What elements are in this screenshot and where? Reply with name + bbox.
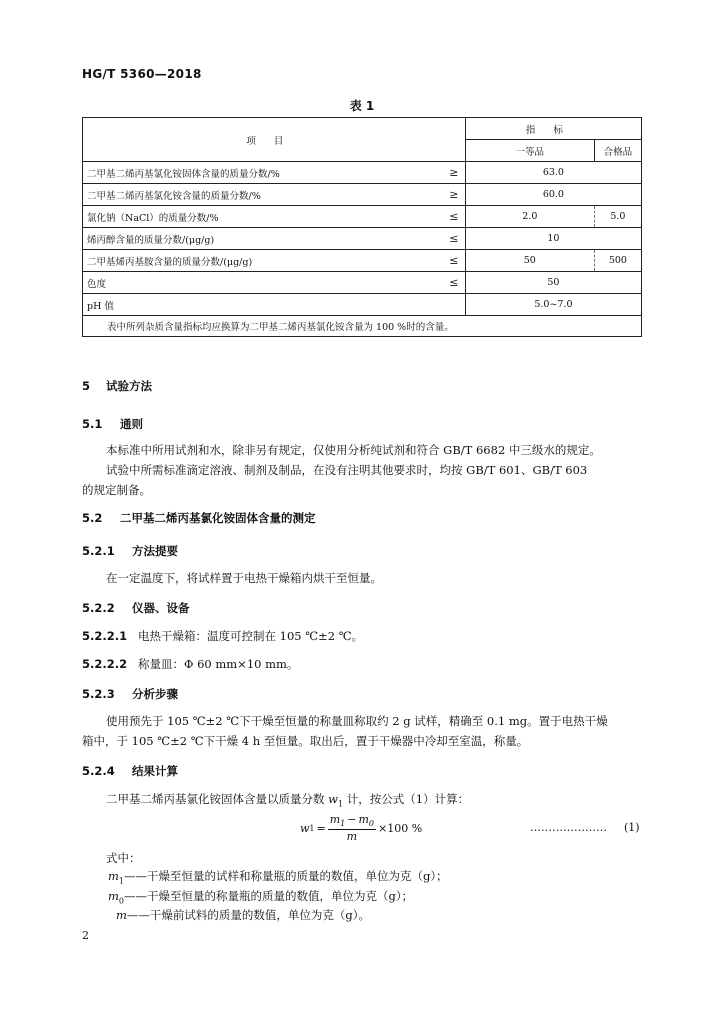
section-5-2-4-heading xyxy=(82,763,178,779)
paragraph: 在一定温度下，将试样置于电热干燥箱内烘干至恒量。 xyxy=(106,571,382,585)
section-title: 试验方法 xyxy=(106,379,153,393)
num-m1-sub: 1 xyxy=(340,819,346,829)
clause-text: 称量皿：Φ 60 mm×10 mm。 xyxy=(138,657,299,671)
section-5-2-2-heading xyxy=(82,600,190,616)
intro-text: 二甲基二烯丙基氯化铵固体含量以质量分数 xyxy=(106,792,329,806)
row-value-first: 2.0 xyxy=(465,206,594,228)
table-row xyxy=(83,228,642,250)
row-item: 色度 xyxy=(83,272,443,294)
row-value: 60.0 xyxy=(465,184,641,206)
clause-5-2-2-1 xyxy=(82,628,363,644)
formula-lhs: w xyxy=(300,821,310,835)
spec-table xyxy=(82,117,642,337)
section-number: 5.2 xyxy=(82,511,103,525)
formula-label: (1) xyxy=(624,821,640,834)
section-5-2-heading xyxy=(82,510,316,526)
row-item: 二甲基二烯丙基氯化铵含量的质量分数/% xyxy=(83,184,443,206)
row-value: 50 xyxy=(465,272,641,294)
table-row xyxy=(83,250,642,272)
table-row xyxy=(83,206,642,228)
row-symbol: ≤ xyxy=(443,250,466,272)
row-item: 二甲基烯丙基胺含量的质量分数/(μg/g) xyxy=(83,250,443,272)
row-value-first: 50 xyxy=(465,250,594,272)
row-symbol: ≥ xyxy=(443,184,466,206)
section-number: 5.1 xyxy=(82,417,103,431)
section-5-1-heading xyxy=(82,416,143,432)
row-symbol: ≤ xyxy=(443,228,466,250)
section-number: 5 xyxy=(82,379,91,393)
def-text: ——干燥前试料的质量的数值，单位为克（g）。 xyxy=(126,908,371,922)
formula-intro xyxy=(106,791,469,812)
grade-first: 一等品 xyxy=(465,140,594,162)
num-m0: m xyxy=(358,813,369,827)
paragraph: 本标准中所用试剂和水，除非另有规定，仅使用分析纯试剂和符合 GB/T 6682 中三级水的规定。 xyxy=(106,443,601,457)
var-w-sub: 1 xyxy=(338,799,344,809)
var-w: w xyxy=(328,792,338,806)
grade-qualified: 合格品 xyxy=(594,140,641,162)
row-value-qualified: 500 xyxy=(594,250,641,272)
clause-5-2-2-2 xyxy=(82,656,298,672)
row-item: 氯化钠（NaCl）的质量分数/% xyxy=(83,206,443,228)
formula-equals: = xyxy=(316,821,326,835)
section-title: 结果计算 xyxy=(132,764,179,778)
table-header-item: 项目 xyxy=(83,118,466,162)
fraction-numerator xyxy=(328,813,376,829)
table-row xyxy=(83,184,642,206)
section-title: 二甲基二烯丙基氯化铵固体含量的测定 xyxy=(120,511,316,525)
section-title: 分析步骤 xyxy=(132,687,179,701)
section-title: 仪器、设备 xyxy=(132,601,190,615)
section-title: 方法提要 xyxy=(132,544,179,558)
formula-1 xyxy=(300,812,422,844)
paragraph: 箱中，于 105 ℃±2 ℃下干燥 4 h 至恒量。取出后，置于干燥器中冷却至室温，称量。 xyxy=(82,734,529,748)
formula-times: ×100 % xyxy=(378,821,423,835)
def-symbol: m xyxy=(116,908,127,922)
row-value: 63.0 xyxy=(465,162,641,184)
where-label: 式中： xyxy=(106,851,141,865)
page-number: 2 xyxy=(82,929,89,942)
clause-number: 5.2.2.2 xyxy=(82,657,128,671)
def-text: ——干燥至恒量的试样和称量瓶的质量的数值，单位为克（g）； xyxy=(124,869,448,883)
section-5-heading xyxy=(82,378,152,394)
section-number: 5.2.1 xyxy=(82,544,115,558)
section-number: 5.2.2 xyxy=(82,601,115,615)
row-value-qualified: 5.0 xyxy=(594,206,641,228)
row-value: 5.0~7.0 xyxy=(465,294,641,316)
row-item: 烯丙醇含量的质量分数/(μg/g) xyxy=(83,228,443,250)
paragraph: 使用预先于 105 ℃±2 ℃下干燥至恒量的称量皿称取约 2 g 试样，精确至 0.1 mg。置于电热干燥 xyxy=(106,714,608,728)
paragraph: 试验中所需标准滴定溶液、制剂及制品，在没有注明其他要求时，均按 GB/T 601、GB/T 603 xyxy=(106,463,588,477)
section-number: 5.2.3 xyxy=(82,687,115,701)
row-value: 10 xyxy=(465,228,641,250)
definition-m xyxy=(116,907,370,923)
section-5-2-1-heading xyxy=(82,543,178,559)
standard-code: HG/T 5360—2018 xyxy=(82,67,202,81)
section-5-2-3-heading xyxy=(82,686,178,702)
paragraph: 的规定制备。 xyxy=(82,483,151,497)
row-symbol: ≤ xyxy=(443,272,466,294)
table-row xyxy=(83,294,642,316)
def-symbol: m xyxy=(108,869,119,883)
row-symbol: ≤ xyxy=(443,206,466,228)
clause-number: 5.2.2.1 xyxy=(82,629,128,643)
table-row xyxy=(83,162,642,184)
intro-text: 计，按公式（1）计算： xyxy=(343,792,470,806)
section-number: 5.2.4 xyxy=(82,764,115,778)
def-symbol-sub: 1 xyxy=(118,876,124,886)
minus-sign: − xyxy=(347,813,357,827)
def-symbol: m xyxy=(108,889,119,903)
fraction-denominator: m xyxy=(346,829,358,843)
num-m0-sub: 0 xyxy=(368,819,375,829)
clause-text: 电热干燥箱：温度可控制在 105 ℃±2 ℃。 xyxy=(138,629,364,643)
table-note: 表中所列杂质含量指标均应换算为二甲基二烯丙基氯化铵含量为 100 %时的含量。 xyxy=(83,316,642,337)
table-row xyxy=(83,272,642,294)
row-item: 二甲基二烯丙基氯化铵固体含量的质量分数/% xyxy=(83,162,443,184)
section-title: 通则 xyxy=(120,417,144,431)
formula-lhs-sub: 1 xyxy=(309,823,315,833)
table-caption: 表 1 xyxy=(349,99,375,113)
row-symbol: ≥ xyxy=(443,162,466,184)
row-symbol xyxy=(443,294,466,316)
table-header-indicator: 指标 xyxy=(465,118,641,140)
def-text: ——干燥至恒量的称量瓶的质量的数值，单位为克（g）； xyxy=(124,889,414,903)
num-m1: m xyxy=(329,813,341,827)
definition-m1 xyxy=(108,868,448,889)
formula-fraction xyxy=(328,813,376,842)
def-symbol-sub: 0 xyxy=(118,896,124,906)
row-item: pH 值 xyxy=(83,294,443,316)
formula-dots: ………………… xyxy=(530,821,607,834)
